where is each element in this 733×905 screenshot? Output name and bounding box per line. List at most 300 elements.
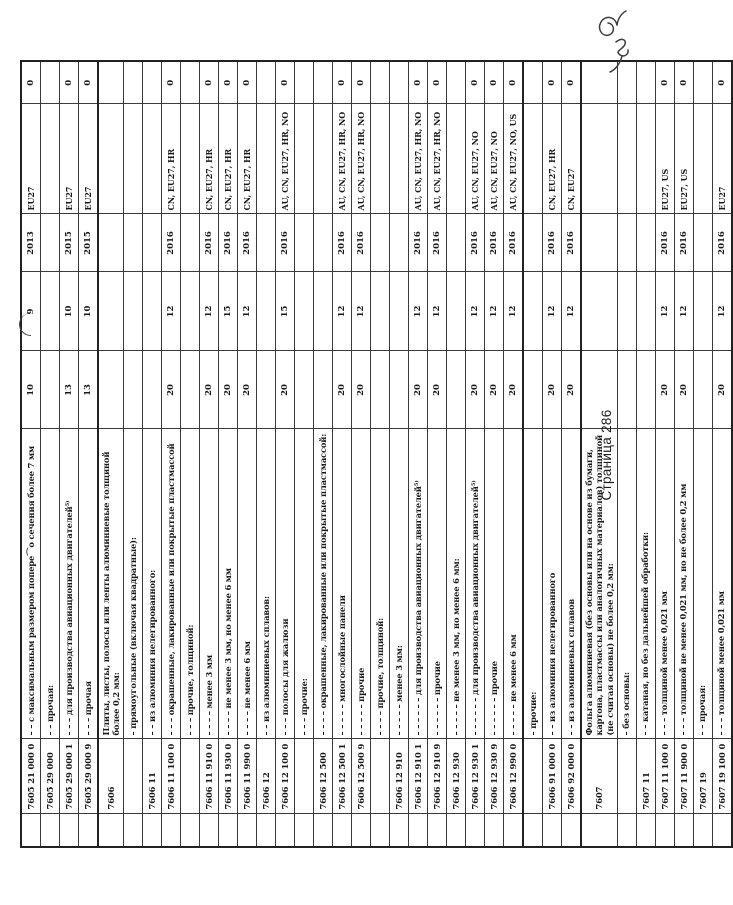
cell-inr-countries: AU, CN, EU27, HR, NO <box>352 104 371 214</box>
table-row <box>466 61 485 847</box>
table-row <box>143 61 162 847</box>
cell-hs-code: 7606 12 990 0 <box>504 739 524 814</box>
cell-year: 2016 <box>674 214 693 272</box>
handwritten-scribble <box>586 2 640 80</box>
table-row <box>655 61 674 847</box>
cell-inr-countries <box>98 104 124 214</box>
cell-year: 2016 <box>333 214 352 272</box>
cell-other: 0 <box>162 61 181 104</box>
cell-year <box>41 214 60 272</box>
cell-inr-countries: AU, CN, EU27, HR, NO <box>333 104 352 214</box>
cell-description: – – – – – прочие <box>352 429 371 739</box>
cell-inr-countries <box>295 104 314 214</box>
cell-other: 0 <box>79 61 99 104</box>
cell-year <box>523 214 543 272</box>
table-row <box>21 61 41 847</box>
table-row <box>352 61 371 847</box>
cell-year <box>295 214 314 272</box>
cell-inr-countries: CN, EU27, HR <box>238 104 257 214</box>
cell-hs-code: 7606 91 000 0 <box>543 739 562 814</box>
cell-description: – – из алюминиевых сплавов <box>562 429 582 739</box>
cell-hs-code: 7606 12 <box>257 739 276 814</box>
cell-rate-initial: 20 <box>543 351 562 429</box>
cell-description: – прямоугольные (включая квадратные): <box>124 429 143 739</box>
cell-other <box>143 61 162 104</box>
cell-hs-code: 7606 12 100 0 <box>276 739 295 814</box>
cell-year: 2013 <box>21 214 41 272</box>
cell-other: 0 <box>466 61 485 104</box>
cell-inr-countries <box>390 104 409 214</box>
cell-blank <box>466 814 485 847</box>
cell-year: 2015 <box>60 214 79 272</box>
cell-year <box>143 214 162 272</box>
table-row <box>447 61 466 847</box>
cell-description: – – – – менее 3 мм <box>200 429 219 739</box>
cell-blank <box>143 814 162 847</box>
cell-hs-code: 7606 12 930 <box>447 739 466 814</box>
cell-blank <box>41 814 60 847</box>
cell-rate-final: 12 <box>200 272 219 351</box>
table-row <box>428 61 447 847</box>
table-row <box>162 61 181 847</box>
cell-blank <box>712 814 732 847</box>
cell-inr-countries: AU, CN, EU27, NO, US <box>504 104 524 214</box>
table-row <box>238 61 257 847</box>
cell-description: – – – полосы для жалюзи <box>276 429 295 739</box>
cell-other: 0 <box>543 61 562 104</box>
cell-inr-countries: AU, CN, EU27, NO <box>466 104 485 214</box>
cell-other: 0 <box>562 61 582 104</box>
cell-blank <box>428 814 447 847</box>
cell-blank <box>485 814 504 847</box>
cell-rate-final: 12 <box>712 272 732 351</box>
cell-description: – – катаная, но без дальнейшей обработки: <box>636 429 655 739</box>
cell-description: – – – – – – прочие <box>485 429 504 739</box>
table-row <box>219 61 238 847</box>
cell-hs-code: 7606 12 930 1 <box>466 739 485 814</box>
cell-rate-initial: 20 <box>562 351 582 429</box>
table-row <box>276 61 295 847</box>
cell-other: 0 <box>504 61 524 104</box>
cell-other: 0 <box>352 61 371 104</box>
cell-blank <box>655 814 674 847</box>
table-row <box>543 61 562 847</box>
cell-rate-initial: 20 <box>219 351 238 429</box>
cell-rate-initial <box>181 351 200 429</box>
cell-other <box>124 61 143 104</box>
cell-rate-final <box>181 272 200 351</box>
cell-description: – прочие: <box>523 429 543 739</box>
cell-rate-initial <box>98 351 124 429</box>
cell-other: 0 <box>409 61 428 104</box>
cell-rate-final: 12 <box>162 272 181 351</box>
cell-year: 2016 <box>352 214 371 272</box>
cell-inr-countries <box>371 104 390 214</box>
cell-rate-initial <box>371 351 390 429</box>
cell-rate-final: 12 <box>466 272 485 351</box>
cell-rate-final: 12 <box>409 272 428 351</box>
cell-description: – – прочая: <box>693 429 712 739</box>
cell-hs-code <box>617 739 636 814</box>
cell-blank <box>257 814 276 847</box>
cell-year: 2016 <box>162 214 181 272</box>
table-row <box>79 61 99 847</box>
table-row <box>409 61 428 847</box>
cell-rate-final <box>447 272 466 351</box>
cell-description: – – – окрашенные, лакированные или покрытые пластмассой <box>162 429 181 739</box>
cell-description: – – из алюминия нелегированного: <box>143 429 162 739</box>
cell-rate-final <box>693 272 712 351</box>
cell-rate-initial: 20 <box>238 351 257 429</box>
table-row <box>200 61 219 847</box>
cell-rate-initial: 20 <box>466 351 485 429</box>
cell-description: – – – – окрашенные, лакированные или покрытые пластмассой: <box>314 429 333 739</box>
cell-hs-code: 7606 92 000 0 <box>562 739 582 814</box>
cell-description: Фольга алюминиевая (без основы или на основе из бумаги, картона, пластмассы или аналогичных материалов) толщиной (не считая основы) не более 0,2 мм: <box>581 429 617 739</box>
cell-year: 2016 <box>504 214 524 272</box>
cell-inr-countries: CN, EU27, HR <box>200 104 219 214</box>
cell-rate-initial: 20 <box>674 351 693 429</box>
cell-year <box>390 214 409 272</box>
cell-other <box>693 61 712 104</box>
cell-rate-final <box>295 272 314 351</box>
cell-blank <box>504 814 524 847</box>
cell-blank <box>124 814 143 847</box>
cell-rate-final <box>314 272 333 351</box>
cell-other: 0 <box>200 61 219 104</box>
cell-description: – – из алюминиевых сплавов: <box>257 429 276 739</box>
cell-blank <box>219 814 238 847</box>
table-row <box>41 61 60 847</box>
cell-rate-final: 12 <box>238 272 257 351</box>
cell-rate-initial <box>390 351 409 429</box>
cell-other <box>314 61 333 104</box>
cell-blank <box>162 814 181 847</box>
cell-rate-final: 12 <box>674 272 693 351</box>
cell-year <box>181 214 200 272</box>
cell-rate-initial <box>617 351 636 429</box>
cell-year: 2016 <box>485 214 504 272</box>
cell-other <box>181 61 200 104</box>
cell-inr-countries: AU, CN, EU27, NO <box>485 104 504 214</box>
cell-blank <box>276 814 295 847</box>
cell-rate-initial: 20 <box>485 351 504 429</box>
cell-inr-countries: AU, CN, EU27, HR, NO <box>276 104 295 214</box>
cell-other: 0 <box>60 61 79 104</box>
cell-rate-final: 15 <box>276 272 295 351</box>
cell-year <box>693 214 712 272</box>
cell-inr-countries: EU27 <box>21 104 41 214</box>
cell-description: – – – прочая <box>79 429 99 739</box>
table-row <box>371 61 390 847</box>
cell-inr-countries <box>447 104 466 214</box>
cell-hs-code <box>371 739 390 814</box>
cell-hs-code: 7607 19 100 0 <box>712 739 732 814</box>
table-row <box>98 61 124 847</box>
cell-other <box>390 61 409 104</box>
cell-hs-code <box>295 739 314 814</box>
cell-year: 2015 <box>79 214 99 272</box>
cell-hs-code: 7605 29 000 9 <box>79 739 99 814</box>
cell-rate-final <box>124 272 143 351</box>
cell-blank <box>352 814 371 847</box>
cell-rate-initial: 13 <box>60 351 79 429</box>
cell-other: 0 <box>333 61 352 104</box>
cell-hs-code: 7606 12 500 1 <box>333 739 352 814</box>
cell-year: 2016 <box>409 214 428 272</box>
cell-inr-countries: CN, EU27 <box>562 104 582 214</box>
cell-blank <box>693 814 712 847</box>
cell-blank <box>674 814 693 847</box>
cell-rate-initial <box>693 351 712 429</box>
cell-blank <box>617 814 636 847</box>
cell-description: – – – – – не менее 6 мм <box>504 429 524 739</box>
table-row <box>617 61 636 847</box>
cell-other: 0 <box>485 61 504 104</box>
cell-blank <box>181 814 200 847</box>
cell-hs-code: 7606 12 910 <box>390 739 409 814</box>
cell-hs-code: 7606 12 930 9 <box>485 739 504 814</box>
cell-rate-final <box>523 272 543 351</box>
cell-inr-countries <box>143 104 162 214</box>
page-number: Страница 286 <box>599 409 614 501</box>
cell-rate-final: 12 <box>352 272 371 351</box>
cell-other <box>41 61 60 104</box>
cell-inr-countries <box>124 104 143 214</box>
cell-other: 0 <box>712 61 732 104</box>
cell-year <box>98 214 124 272</box>
cell-year: 2016 <box>200 214 219 272</box>
cell-rate-initial <box>636 351 655 429</box>
cell-rate-initial <box>143 351 162 429</box>
cell-description: – – прочая: <box>41 429 60 739</box>
cell-year: 2016 <box>219 214 238 272</box>
cell-blank <box>21 814 41 847</box>
cell-blank <box>60 814 79 847</box>
cell-year: 2016 <box>543 214 562 272</box>
cell-blank <box>98 814 124 847</box>
cell-inr-countries <box>617 104 636 214</box>
cell-hs-code: 7607 11 <box>636 739 655 814</box>
table-row <box>295 61 314 847</box>
cell-rate-initial: 13 <box>79 351 99 429</box>
cell-hs-code <box>523 739 543 814</box>
cell-other <box>98 61 124 104</box>
cell-rate-initial <box>257 351 276 429</box>
cell-inr-countries <box>523 104 543 214</box>
cell-year <box>636 214 655 272</box>
cell-description: – – – толщиной не менее 0,021 мм, но не более 0,2 мм <box>674 429 693 739</box>
cell-other: 0 <box>428 61 447 104</box>
cell-blank <box>238 814 257 847</box>
cell-description: – – – – – менее 3 мм: <box>390 429 409 739</box>
cell-hs-code: 7606 12 500 <box>314 739 333 814</box>
cell-description: – – – – прочие, толщиной: <box>371 429 390 739</box>
table-row <box>523 61 543 847</box>
cell-rate-initial: 20 <box>162 351 181 429</box>
cell-year <box>371 214 390 272</box>
cell-description: – – с максимальным размером попере⌒о сечения более 7 мм <box>21 429 41 739</box>
cell-hs-code <box>181 739 200 814</box>
table-row <box>504 61 524 847</box>
cell-hs-code: 7607 19 <box>693 739 712 814</box>
cell-hs-code: 7606 12 500 9 <box>352 739 371 814</box>
cell-hs-code: 7607 11 100 0 <box>655 739 674 814</box>
cell-year: 2016 <box>712 214 732 272</box>
cell-year: 2016 <box>428 214 447 272</box>
cell-description: – – – – не менее 3 мм, но менее 6 мм <box>219 429 238 739</box>
cell-rate-initial: 10 <box>21 351 41 429</box>
cell-hs-code <box>124 739 143 814</box>
cell-year <box>124 214 143 272</box>
cell-description: – – из алюминия нелегированного <box>543 429 562 739</box>
cell-hs-code: 7605 29 000 <box>41 739 60 814</box>
cell-rate-initial <box>124 351 143 429</box>
cell-hs-code: 7606 11 <box>143 739 162 814</box>
cell-rate-final: 10 <box>79 272 99 351</box>
cell-rate-final <box>371 272 390 351</box>
table-row <box>485 61 504 847</box>
cell-rate-initial: 20 <box>276 351 295 429</box>
cell-inr-countries: CN, EU27, HR <box>543 104 562 214</box>
cell-rate-final <box>390 272 409 351</box>
cell-year <box>617 214 636 272</box>
cell-rate-final: 12 <box>485 272 504 351</box>
cell-rate-final: 12 <box>562 272 582 351</box>
cell-hs-code: 7606 11 930 0 <box>219 739 238 814</box>
tariff-schedule-table <box>20 60 733 848</box>
cell-description: – – – – – многослойные панели <box>333 429 352 739</box>
cell-other: 0 <box>276 61 295 104</box>
cell-other: 0 <box>674 61 693 104</box>
cell-rate-initial: 20 <box>504 351 524 429</box>
cell-rate-initial: 20 <box>333 351 352 429</box>
cell-hs-code: 7607 11 900 0 <box>674 739 693 814</box>
cell-other <box>257 61 276 104</box>
cell-year <box>447 214 466 272</box>
cell-rate-initial <box>41 351 60 429</box>
table-row <box>257 61 276 847</box>
table-row <box>562 61 582 847</box>
cell-description: – – – – – не менее 3 мм, но менее 6 мм: <box>447 429 466 739</box>
cell-blank <box>447 814 466 847</box>
cell-hs-code: 7606 11 990 0 <box>238 739 257 814</box>
cell-other <box>447 61 466 104</box>
cell-blank <box>371 814 390 847</box>
cell-year: 2016 <box>562 214 582 272</box>
cell-description: Плиты, листы, полосы или ленты алюминиевые толщиной более 0,2 мм: <box>98 429 124 739</box>
cell-rate-initial <box>314 351 333 429</box>
cell-hs-code: 7606 12 910 9 <box>428 739 447 814</box>
cell-blank <box>333 814 352 847</box>
table-row <box>314 61 333 847</box>
cell-rate-final: 9 <box>21 272 41 351</box>
cell-inr-countries: AU, CN, EU27, HR, NO <box>409 104 428 214</box>
cell-rate-final: 12 <box>333 272 352 351</box>
cell-inr-countries: CN, EU27, HR <box>219 104 238 214</box>
cell-rate-initial <box>523 351 543 429</box>
cell-hs-code: 7606 12 910 1 <box>409 739 428 814</box>
cell-year: 2016 <box>238 214 257 272</box>
cell-inr-countries: EU27, US <box>674 104 693 214</box>
cell-inr-countries: AU, CN, EU27, HR, NO <box>428 104 447 214</box>
cell-year <box>314 214 333 272</box>
table-row <box>60 61 79 847</box>
cell-other: 0 <box>219 61 238 104</box>
cell-other <box>295 61 314 104</box>
cell-inr-countries: EU27 <box>712 104 732 214</box>
cell-rate-final <box>636 272 655 351</box>
table-row <box>333 61 352 847</box>
cell-inr-countries <box>257 104 276 214</box>
cell-description: – – – прочие, толщиной: <box>181 429 200 739</box>
cell-other: 0 <box>655 61 674 104</box>
table-row <box>124 61 143 847</box>
cell-hs-code: 7606 11 100 0 <box>162 739 181 814</box>
cell-other <box>523 61 543 104</box>
cell-rate-final: 10 <box>60 272 79 351</box>
cell-inr-countries <box>314 104 333 214</box>
cell-description: – без основы: <box>617 429 636 739</box>
cell-year: 2016 <box>655 214 674 272</box>
cell-description: – – – для производства авиационных двигателей⁵⁾ <box>60 429 79 739</box>
cell-inr-countries: EU27 <box>60 104 79 214</box>
cell-description: – – – толщиной менее 0,021 мм <box>655 429 674 739</box>
cell-other: 0 <box>238 61 257 104</box>
cell-inr-countries: CN, EU27, HR <box>162 104 181 214</box>
table-row <box>674 61 693 847</box>
cell-rate-final <box>257 272 276 351</box>
cell-blank <box>390 814 409 847</box>
cell-description: – – – толщиной менее 0,021 мм <box>712 429 732 739</box>
handwritten-arc <box>19 314 31 337</box>
cell-rate-initial <box>295 351 314 429</box>
cell-inr-countries: EU27 <box>79 104 99 214</box>
table-row <box>181 61 200 847</box>
cell-description: – – – – – – для производства авиационных двигателей⁵⁾ <box>466 429 485 739</box>
cell-hs-code: 7605 29 000 1 <box>60 739 79 814</box>
cell-year <box>257 214 276 272</box>
cell-hs-code: 7606 11 910 0 <box>200 739 219 814</box>
cell-blank <box>523 814 543 847</box>
cell-blank <box>543 814 562 847</box>
cell-rate-initial: 20 <box>409 351 428 429</box>
cell-hs-code: 7607 <box>581 739 617 814</box>
table-row <box>712 61 732 847</box>
cell-year: 2016 <box>276 214 295 272</box>
cell-rate-final <box>143 272 162 351</box>
cell-rate-final: 12 <box>504 272 524 351</box>
cell-inr-countries <box>181 104 200 214</box>
cell-description: – – – – – – прочие <box>428 429 447 739</box>
cell-description: – – – – не менее 6 мм <box>238 429 257 739</box>
cell-blank <box>409 814 428 847</box>
cell-rate-final: 12 <box>655 272 674 351</box>
table-row <box>390 61 409 847</box>
cell-blank <box>562 814 582 847</box>
cell-blank <box>79 814 99 847</box>
table-row <box>636 61 655 847</box>
cell-hs-code: 7605 21 000 0 <box>21 739 41 814</box>
cell-inr-countries <box>693 104 712 214</box>
cell-rate-final <box>98 272 124 351</box>
cell-inr-countries: EU27, US <box>655 104 674 214</box>
cell-description: – – – – – – для производства авиационных двигателей⁵⁾ <box>409 429 428 739</box>
table-row <box>693 61 712 847</box>
cell-year: 2016 <box>466 214 485 272</box>
cell-rate-initial: 20 <box>655 351 674 429</box>
cell-rate-initial <box>447 351 466 429</box>
